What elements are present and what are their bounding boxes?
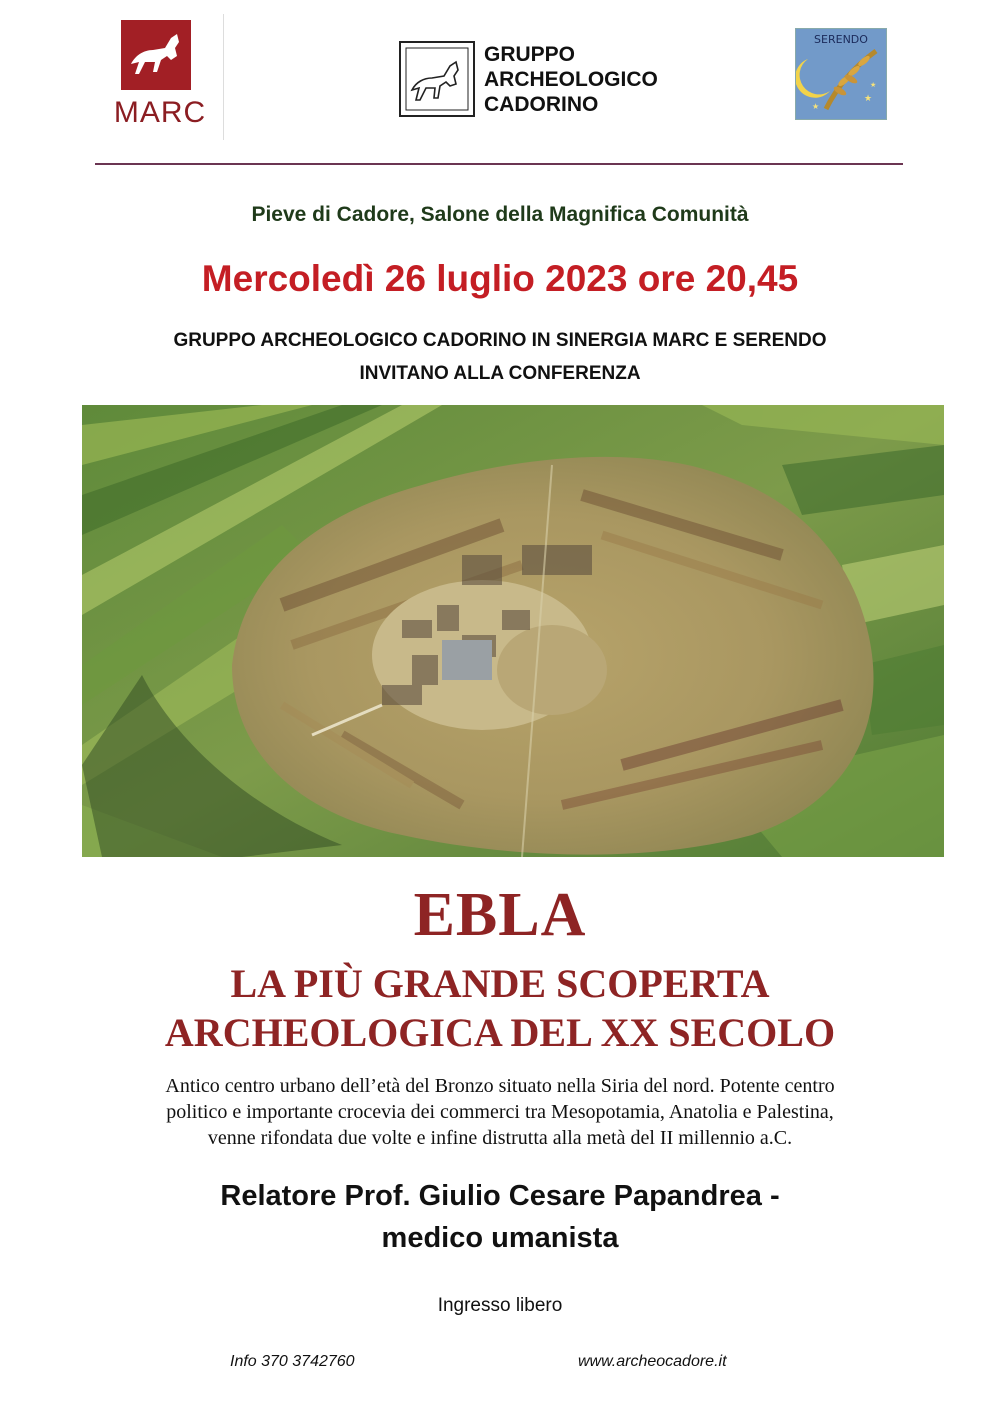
header-divider xyxy=(95,163,903,165)
description-line: venne rifondata due volte e infine distrutta alla metà del II millennio a.C. xyxy=(207,1127,793,1149)
svg-text:★: ★ xyxy=(864,93,873,103)
marc-logo-text: MARC xyxy=(113,96,207,129)
marc-horse-emblem xyxy=(121,20,191,90)
gac-title-line: ARCHEOLOGICO xyxy=(484,68,658,91)
svg-text:★: ★ xyxy=(812,102,820,111)
serendo-logo-text: SERENDO xyxy=(814,33,868,46)
info-phone: Info 370 3742760 xyxy=(230,1353,355,1370)
event-datetime: Mercoledì 26 luglio 2023 ore 20,45 xyxy=(201,258,799,299)
entry-note: Ingresso libero xyxy=(437,1295,563,1316)
description-line: Antico centro urbano dell’età del Bronzo situato nella Siria del nord. Potente centro xyxy=(165,1075,835,1097)
ebla-aerial-photo xyxy=(82,405,944,857)
marc-divider xyxy=(223,14,224,140)
svg-text:★: ★ xyxy=(870,82,877,89)
website-link[interactable]: www.archeocadore.it xyxy=(578,1353,727,1370)
gac-title xyxy=(484,42,658,117)
gac-title-line: CADORINO xyxy=(484,93,599,116)
invite-line: INVITANO ALLA CONFERENZA xyxy=(359,363,641,384)
invite-line: GRUPPO ARCHEOLOGICO CADORINO IN SINERGIA MARC E SERENDO xyxy=(173,330,827,351)
description-line: politico e importante crocevia dei commerci tra Mesopotamia, Anatolia e Palestina, xyxy=(166,1101,834,1123)
lecture-subtitle: LA PIÙ GRANDE SCOPERTA xyxy=(230,961,770,1006)
speaker-line: Relatore Prof. Giulio Cesare Papandrea - xyxy=(220,1180,780,1212)
serendo-logo xyxy=(795,28,887,120)
marc-logo xyxy=(95,14,225,140)
gac-emblem xyxy=(398,40,476,118)
speaker-line: medico umanista xyxy=(381,1222,619,1254)
lecture-subtitle: ARCHEOLOGICA DEL XX SECOLO xyxy=(164,1010,836,1055)
gac-title-line: GRUPPO xyxy=(484,43,576,66)
event-venue: Pieve di Cadore, Salone della Magnifica Comunità xyxy=(251,203,749,226)
lecture-title: EBLA xyxy=(413,881,587,949)
